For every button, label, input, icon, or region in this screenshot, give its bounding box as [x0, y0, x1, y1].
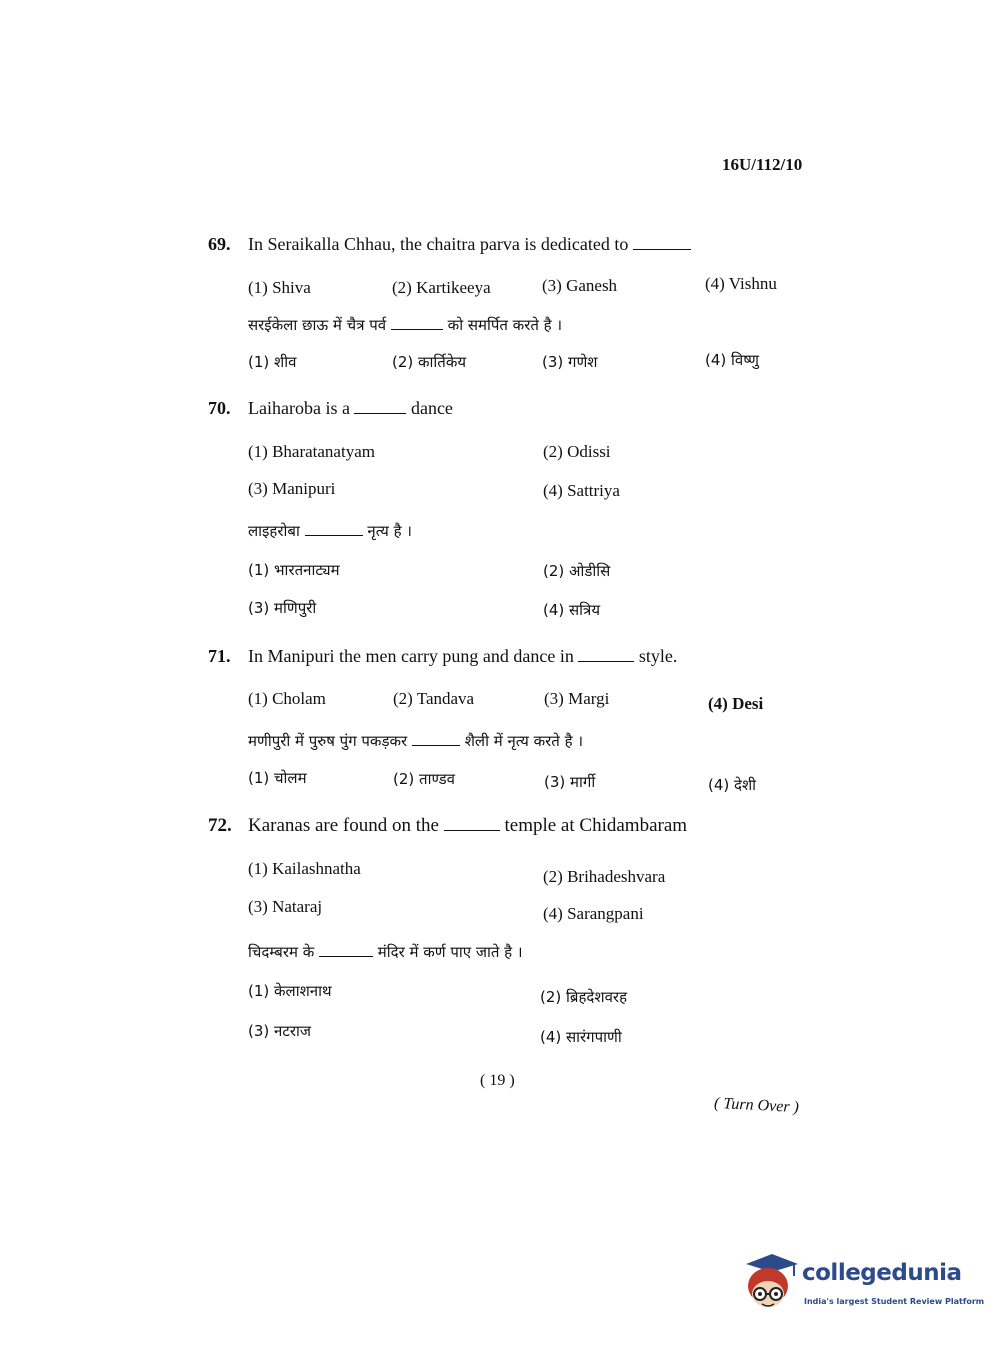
logo-wordmark: collegedunia — [802, 1260, 962, 1286]
question-text: temple at Chidambaram — [504, 815, 688, 836]
page-number: ( 19 ) — [480, 1072, 515, 1089]
option-hi: (1) केलाशनाथ — [248, 982, 332, 1000]
answer-blank — [354, 399, 406, 414]
option-en: (1) Bharatanatyam — [248, 442, 375, 461]
question-text: Karanas are found on the — [248, 815, 439, 836]
answer-blank — [305, 521, 363, 536]
answer-blank — [391, 315, 443, 330]
option-en: (3) Margi — [544, 689, 610, 708]
option-en: (2) Brihadeshvara — [543, 867, 666, 886]
collegedunia-logo — [742, 1250, 985, 1318]
option-hi: (3) मणिपुरी — [248, 599, 317, 617]
option-en: (1) Kailashnatha — [248, 859, 361, 878]
option-en: (2) Tandava — [393, 689, 475, 708]
question-text-hindi: मणीपुरी में पुरुष पुंग पकड़कर शैली में नृत्य करते है । — [248, 732, 583, 750]
question-text: dance — [410, 398, 453, 418]
option-hi: (3) गणेश — [542, 353, 598, 371]
option-hi: (1) शीव — [248, 353, 297, 371]
option-hi: (2) ताण्डव — [393, 770, 455, 788]
option-hi: (2) ओडीसि — [543, 562, 611, 580]
question-text-hindi: लाइहरोबा नृत्य है । — [248, 522, 412, 540]
option-en: (1) Shiva — [248, 278, 311, 297]
question-text-hindi: सरईकेला छाऊ में चैत्र पर्व को समर्पित करते है । — [248, 316, 563, 334]
question-number: 71. — [208, 646, 231, 666]
option-en: (4) Desi — [708, 694, 764, 713]
option-hi: (2) ब्रिहदेशवरह — [540, 988, 628, 1006]
option-en: (3) Manipuri — [248, 479, 336, 498]
answer-blank — [633, 235, 691, 250]
paper-code: 16U/112/10 — [722, 155, 803, 174]
option-hi: (4) विष्णु — [705, 351, 759, 369]
option-en: (1) Cholam — [248, 689, 326, 708]
question-71 — [208, 646, 677, 667]
option-hi: (4) सत्रिय — [543, 601, 601, 619]
mascot-icon — [742, 1250, 800, 1314]
option-en: (4) Sarangpani — [543, 904, 644, 923]
answer-blank — [412, 731, 460, 746]
answer-blank — [319, 942, 373, 957]
question-number: 69. — [208, 234, 231, 254]
question-number: 70. — [208, 398, 231, 418]
question-text-hindi: चिदम्बरम के मंदिर में कर्ण पाए जाते है । — [248, 943, 523, 961]
option-en: (4) Vishnu — [705, 274, 777, 293]
option-en: (3) Ganesh — [542, 276, 618, 295]
question-number: 72. — [208, 815, 232, 836]
answer-blank — [444, 816, 500, 831]
option-hi: (4) देशी — [708, 776, 757, 794]
question-text: In Manipuri the men carry pung and dance in — [248, 646, 574, 666]
turn-over-note: ( Turn Over ) — [713, 1094, 800, 1117]
question-72 — [208, 815, 687, 837]
question-text: Laiharoba is a — [248, 398, 350, 418]
question-text: style. — [638, 646, 678, 666]
option-en: (4) Sattriya — [543, 481, 620, 500]
question-70 — [208, 398, 453, 419]
answer-blank — [578, 647, 634, 662]
option-en: (3) Nataraj — [248, 897, 323, 916]
option-hi: (3) नटराज — [248, 1022, 312, 1040]
option-hi: (3) मार्गी — [544, 773, 596, 791]
option-hi: (4) सारंगपाणी — [540, 1028, 622, 1046]
option-hi: (1) भारतनाट्यम — [248, 561, 340, 579]
option-hi: (2) कार्तिकेय — [392, 353, 467, 371]
option-hi: (1) चोलम — [248, 769, 307, 787]
logo-tagline: India's largest Student Review Platform — [804, 1297, 985, 1306]
question-text: In Seraikalla Chhau, the chaitra parva is dedicated to — [248, 234, 629, 254]
option-en: (2) Kartikeeya — [392, 278, 491, 297]
question-69 — [208, 234, 691, 255]
option-en: (2) Odissi — [543, 442, 611, 461]
